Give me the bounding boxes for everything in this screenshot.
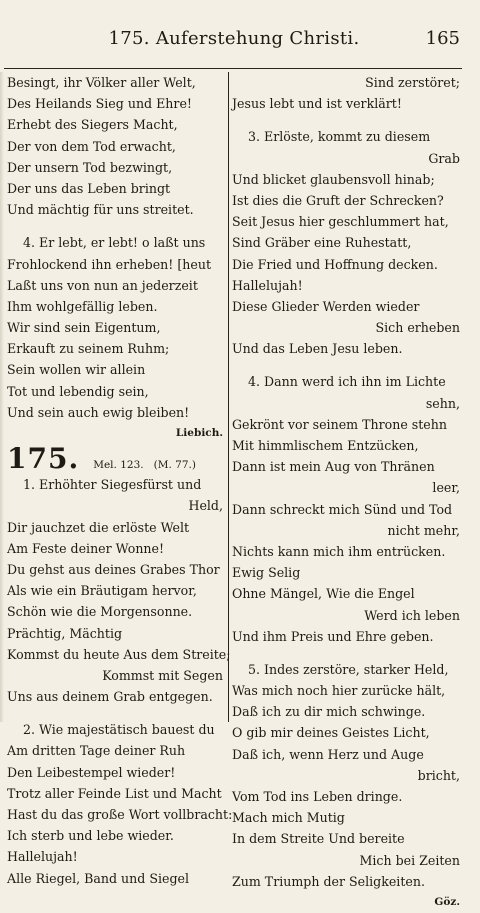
- verse-continuation: sehn,: [425, 395, 460, 411]
- verse-line: Besingt, ihr Völker aller Welt,: [7, 75, 196, 90]
- verse-line: Mach mich Mutig: [232, 810, 345, 826]
- verse-line: Und mächtig für uns streitet.: [7, 202, 194, 218]
- verse-line: Und das Leben Jesu leben.: [232, 341, 403, 357]
- verse-line: Der unsern Tod bezwingt,: [7, 159, 173, 175]
- verse-line: Prächtig, Mächtig: [7, 625, 123, 641]
- verse-line: Des Heilands Sieg und Ehre!: [7, 96, 192, 112]
- verse-line: Schön wie die Morgensonne.: [7, 604, 193, 620]
- verse-line: Alle Riegel, Band und Siegel: [7, 870, 189, 886]
- verse-line: Du gehst aus deines Grabes Thor: [7, 561, 220, 577]
- stanza-gap: [232, 359, 464, 371]
- verse-line: Tot und lebendig sein,: [7, 383, 149, 399]
- verse-line: Uns aus deinem Grab entgegen.: [7, 689, 213, 705]
- verse-continuation: leer,: [432, 480, 460, 496]
- verse-continuation: Held,: [188, 498, 223, 514]
- verse-line: Trotz aller Feinde List und Macht: [7, 785, 222, 801]
- verse-line: In dem Streite Und bereite: [232, 831, 405, 847]
- verse-line: Nichts kann mich ihm entrücken.: [232, 543, 446, 559]
- verse-line: Diese Glieder Werden wieder: [232, 298, 420, 314]
- stanza-1-first-line: 1. Erhöhter Siegesfürst und: [23, 477, 202, 493]
- verse-line: Den Leibestempel wieder!: [7, 764, 176, 780]
- verse-line: Jesus lebt und ist verklärt!: [232, 96, 402, 112]
- verse-continuation: Mich bei Zeiten: [359, 852, 460, 868]
- stanza-2-first-line: 2. Wie majestätisch bauest du: [23, 722, 215, 738]
- verse-line: Und sein auch ewig bleiben!: [7, 404, 190, 420]
- verse-line: Hallelujah!: [7, 849, 78, 865]
- verse-line: Der uns das Leben bringt: [7, 180, 171, 196]
- verse-line: Hast du das große Wort vollbracht:: [7, 807, 233, 822]
- verse-line: Dann ist mein Aug von Thränen: [232, 459, 435, 475]
- verse-line: Wir sind sein Eigentum,: [7, 320, 161, 336]
- verse-line: Erkauft zu seinem Ruhm;: [7, 341, 170, 357]
- verse-line: Sind Gräber eine Ruhestatt,: [232, 235, 412, 251]
- author-attribution: Liebich.: [175, 427, 223, 439]
- verse-line: Der von dem Tod erwacht,: [7, 138, 176, 154]
- running-title: 175. Auferstehung Christi.: [108, 28, 360, 49]
- header-rule: [4, 68, 462, 69]
- column-divider: [228, 72, 229, 722]
- verse-line: Daß ich zu dir mich schwinge.: [232, 704, 426, 720]
- verse-line: Kommst du heute Aus dem Streite;: [7, 646, 231, 662]
- stanza-3-first-line: 3. Erlöste, kommt zu diesem: [248, 129, 431, 145]
- verse-line: Mit himmlischem Entzücken,: [232, 438, 419, 453]
- verse-line: Und ihm Preis und Ehre geben.: [232, 628, 434, 644]
- verse-line: Vom Tod ins Leben dringe.: [232, 789, 403, 804]
- stanza-gap: [232, 647, 464, 659]
- left-column: [7, 72, 233, 889]
- page-gutter-shadow: [0, 72, 4, 722]
- verse-line: Erhebt des Siegers Macht,: [7, 117, 178, 133]
- verse-line: Am Feste deiner Wonne!: [7, 540, 165, 556]
- stanza-gap: [232, 114, 464, 126]
- verse-line: Hallelujah!: [232, 277, 303, 293]
- verse-line: Zum Triumph der Seligkeiten.: [232, 873, 425, 889]
- verse-line: Sein wollen wir allein: [7, 362, 146, 378]
- verse-line: Ihm wohlgefällig leben.: [7, 298, 158, 314]
- author-attribution: Göz.: [434, 895, 460, 908]
- stanza-gap: [7, 707, 227, 719]
- verse-line: Und blicket glaubensvoll hinab;: [232, 171, 435, 187]
- page-number: 165: [425, 28, 460, 49]
- stanza-4-first-line: 4. Dann werd ich ihn im Lichte: [248, 374, 446, 390]
- verse-line: Dir jauchzet die erlöste Welt: [7, 519, 190, 535]
- stanza-gap: [7, 220, 227, 232]
- verse-continuation: Sind zerstöret;: [365, 75, 460, 90]
- verse-line: Die Fried und Hoffnung decken.: [232, 256, 438, 272]
- page-header: [8, 28, 460, 68]
- verse-continuation: nicht mehr,: [387, 522, 460, 538]
- verse-line: Daß ich, wenn Herz und Auge: [232, 746, 424, 762]
- right-column: [232, 72, 464, 913]
- verse-continuation: Sich erheben: [375, 320, 460, 336]
- verse-line: Ich sterb und lebe wieder.: [7, 828, 174, 844]
- verse-line: Frohlockend ihn erheben! [heut: [7, 256, 212, 272]
- stanza-5-first-line: 5. Indes zerstöre, starker Held,: [248, 661, 449, 677]
- melody-reference: Mel. 123.: [93, 459, 144, 472]
- verse-line: Am dritten Tage deiner Ruh: [7, 743, 186, 759]
- verse-line: Ist dies die Gruft der Schrecken?: [232, 192, 444, 208]
- melody-ref-alt: (M. 77.): [153, 459, 196, 472]
- stanza-4-first-line: 4. Er lebt, er lebt! o laßt uns: [23, 235, 206, 251]
- verse-line: Laßt uns von nun an jederzeit: [7, 277, 198, 293]
- verse-line: O gib mir deines Geistes Licht,: [232, 725, 430, 741]
- verse-continuation: bricht,: [417, 767, 460, 783]
- verse-line: Was mich noch hier zurücke hält,: [232, 683, 446, 699]
- hymn-number: 175.: [7, 442, 80, 476]
- verse-continuation: Grab: [428, 150, 460, 166]
- verse-line: Seit Jesus hier geschlummert hat,: [232, 214, 449, 230]
- verse-continuation: Kommst mit Segen: [102, 667, 223, 683]
- verse-line: Gekrönt vor seinem Throne stehn: [232, 416, 447, 432]
- verse-continuation: Werd ich leben: [364, 607, 460, 623]
- verse-line: Als wie ein Bräutigam hervor,: [7, 583, 197, 599]
- verse-line: Dann schreckt mich Sünd und Tod: [232, 501, 453, 517]
- verse-line: Ohne Mängel, Wie die Engel: [232, 586, 415, 602]
- verse-line: Ewig Selig: [232, 565, 301, 581]
- hymn-heading: [7, 444, 227, 474]
